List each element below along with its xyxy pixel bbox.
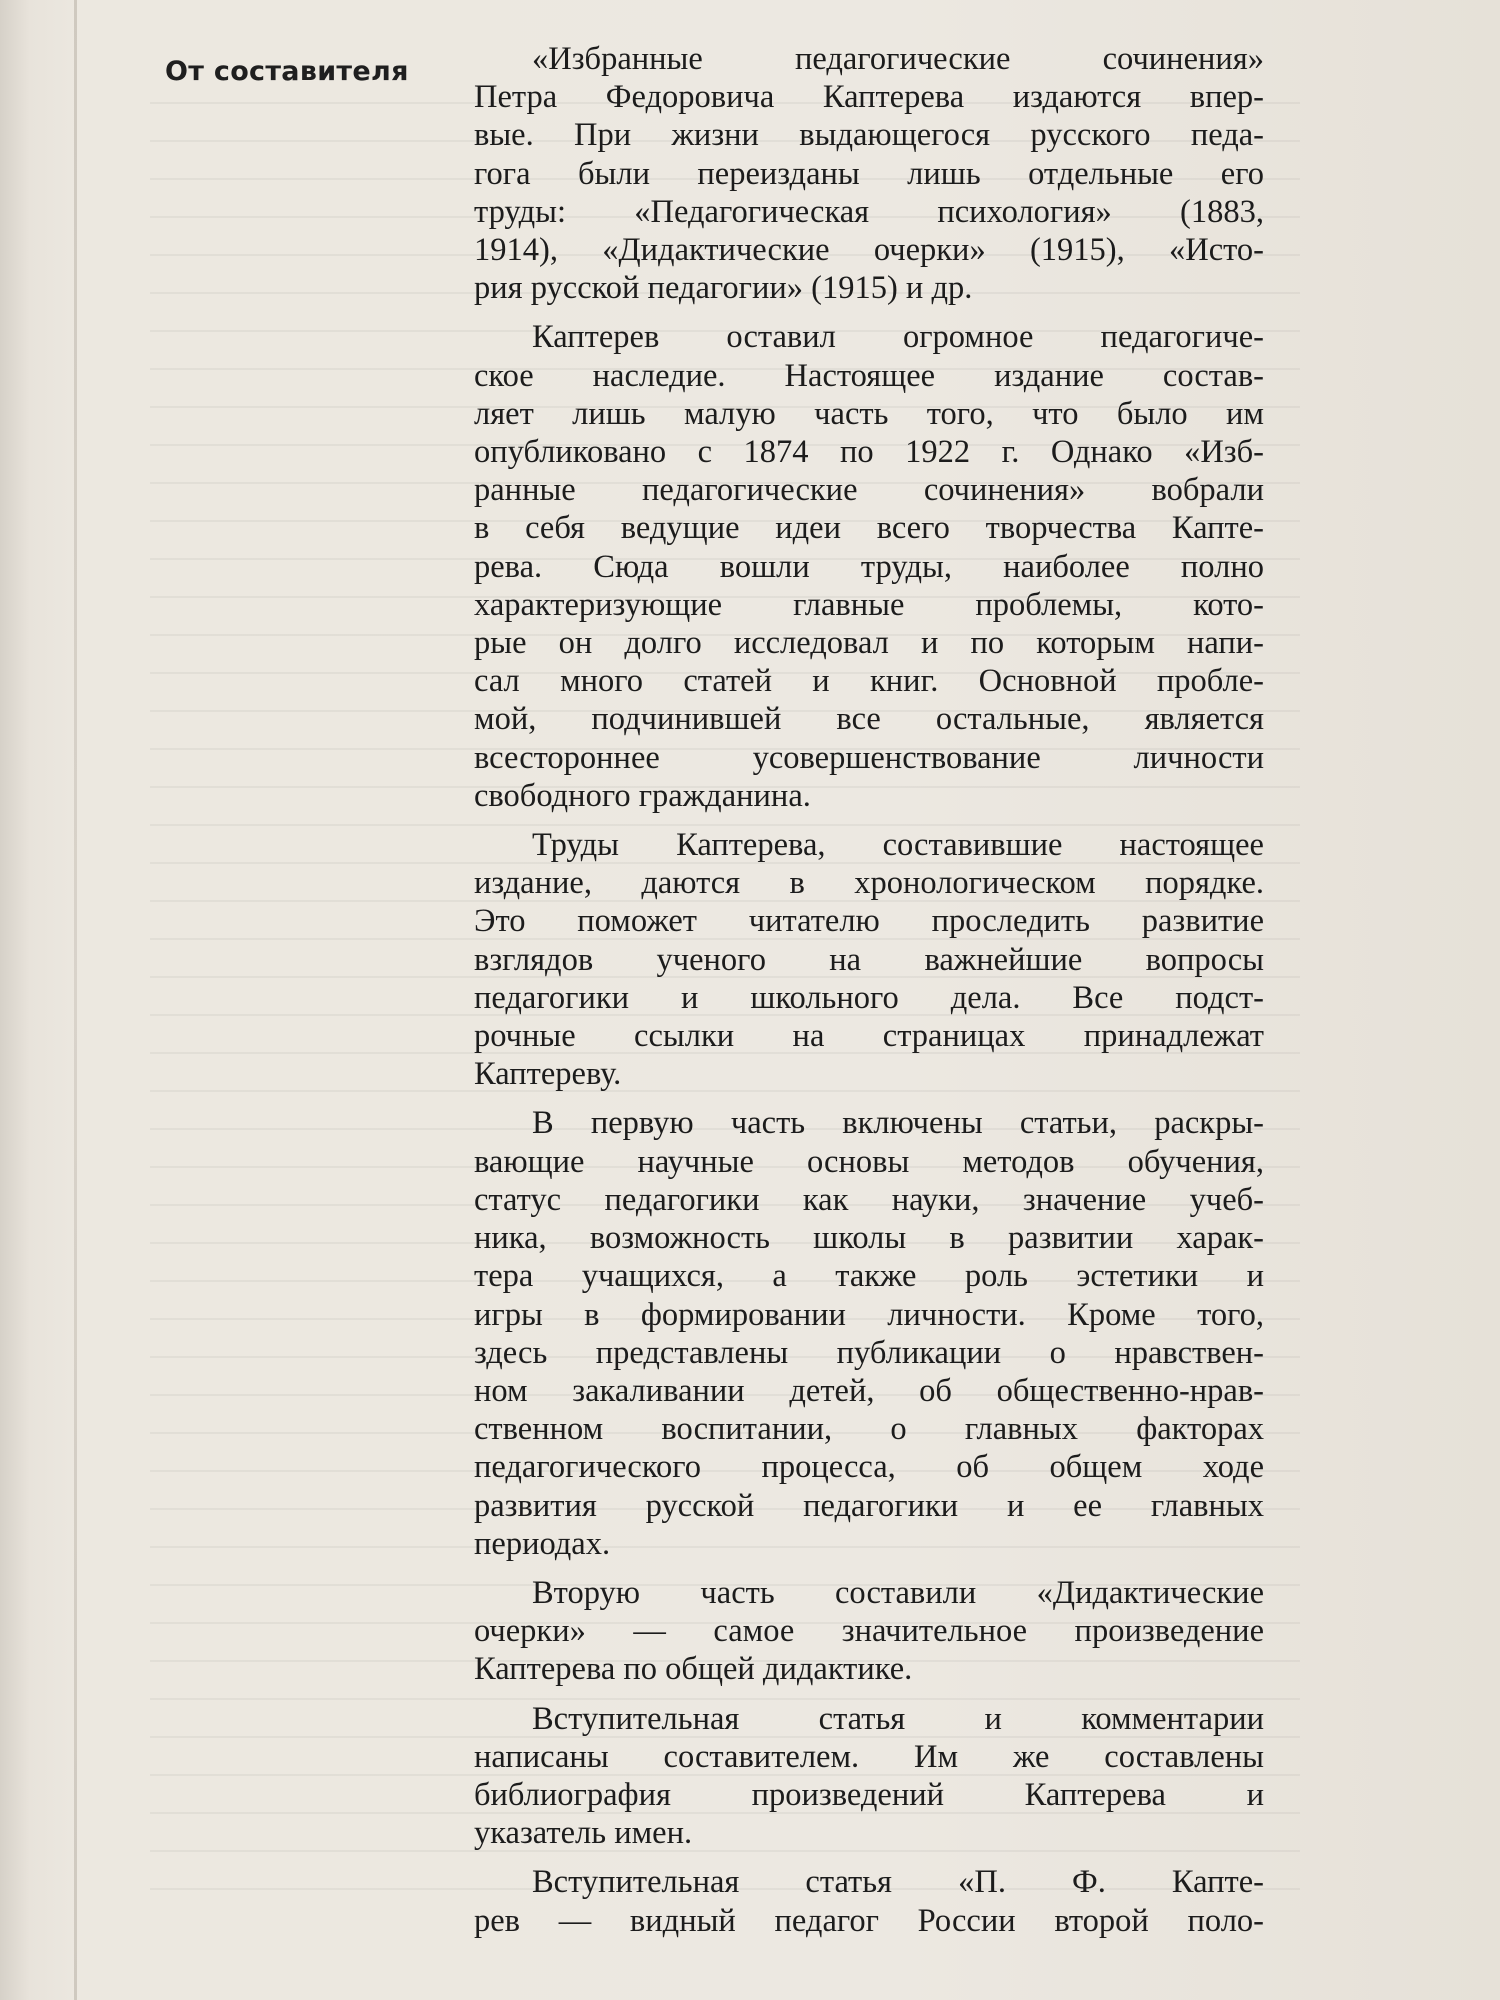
text-line: Вторую часть составили «Дидактические xyxy=(532,1574,1264,1611)
text-line: труды: «Педагогическая психология» (1883, xyxy=(474,193,1264,230)
text-line: рые он долго исследовал и по которым напи- xyxy=(474,625,1264,662)
text-line: опубликовано с 1874 по 1922 г. Однако «Изб- xyxy=(474,434,1264,471)
text-line: написаны составителем. Им же составлены xyxy=(474,1738,1264,1775)
text-line: педагогики и школьного дела. Все подст- xyxy=(474,979,1264,1016)
text-line: здесь представлены публикации о нравствен- xyxy=(474,1334,1264,1371)
text-line: библиография произведений Каптерева и xyxy=(474,1776,1264,1813)
text-line: рева. Сюда вошли труды, наиболее полно xyxy=(474,548,1264,585)
text-line: Петра Федоровича Каптерева издаются впер- xyxy=(474,79,1264,116)
text-line: Это поможет читателю проследить развитие xyxy=(474,903,1264,940)
paragraph xyxy=(474,1700,1264,1853)
text-line: указатель имен. xyxy=(474,1815,693,1852)
text-line: издание, даются в хронологическом порядке. xyxy=(474,865,1264,902)
paragraph xyxy=(474,1574,1264,1689)
text-line: свободного гражданина. xyxy=(474,777,811,814)
paragraph xyxy=(474,40,1264,307)
text-line: Вступительная статья «П. Ф. Капте- xyxy=(532,1864,1264,1901)
section-heading: От составителя xyxy=(165,56,409,87)
text-line: рия русской педагогии» (1915) и др. xyxy=(474,270,973,307)
text-line: ственном воспитании, о главных факторах xyxy=(474,1411,1264,1448)
text-line: периодах. xyxy=(474,1525,611,1562)
text-line: статус педагогики как науки, значение учеб- xyxy=(474,1181,1264,1218)
text-line: вые. При жизни выдающегося русского педа- xyxy=(474,117,1264,154)
text-line: очерки» — самое значительное произведение xyxy=(474,1613,1264,1650)
text-line: 1914), «Дидактические очерки» (1915), «Исто- xyxy=(474,232,1264,269)
text-line: педагогического процесса, об общем ходе xyxy=(474,1449,1264,1486)
text-line: ское наследие. Настоящее издание состав- xyxy=(474,357,1264,394)
text-line: вающие научные основы методов обучения, xyxy=(474,1143,1264,1180)
paragraph xyxy=(474,318,1264,815)
text-line: «Избранные педагогические сочинения» xyxy=(532,41,1264,77)
paragraph xyxy=(474,1863,1264,1939)
text-line: В первую часть включены статьи, раскры- xyxy=(532,1105,1264,1142)
text-line: Вступительная статья и комментарии xyxy=(532,1700,1264,1737)
text-line: взглядов ученого на важнейшие вопросы xyxy=(474,941,1264,978)
paragraph xyxy=(474,826,1264,1093)
text-line: мой, подчинившей все остальные, является xyxy=(474,701,1264,738)
text-line: ника, возможность школы в развитии харак- xyxy=(474,1220,1264,1257)
body-text xyxy=(474,40,1264,1951)
text-line: развития русской педагогики и ее главных xyxy=(474,1487,1264,1524)
page-gutter-edge xyxy=(74,0,77,2000)
text-line: игры в формировании личности. Кроме того, xyxy=(474,1296,1264,1333)
text-line: рочные ссылки на страницах принадлежат xyxy=(474,1018,1264,1055)
text-line: Каптерева по общей дидактике. xyxy=(474,1651,913,1688)
text-line: в себя ведущие идеи всего творчества Капте- xyxy=(474,510,1264,547)
text-line: сал много статей и книг. Основной пробле- xyxy=(474,663,1264,700)
text-line: тера учащихся, а также роль эстетики и xyxy=(474,1258,1264,1295)
text-line: гога были переизданы лишь отдельные его xyxy=(474,155,1264,192)
paragraph xyxy=(474,1104,1264,1562)
text-line: Труды Каптерева, составившие настоящее xyxy=(532,827,1264,864)
text-line: ном закаливании детей, об общественно-нрав- xyxy=(474,1372,1264,1409)
text-line: всестороннее усовершенствование личности xyxy=(474,739,1264,776)
text-line: характеризующие главные проблемы, кото- xyxy=(474,586,1264,623)
text-line: Каптерев оставил огромное педагогиче- xyxy=(532,319,1264,356)
text-line: ляет лишь малую часть того, что было им xyxy=(474,395,1264,432)
text-line: рев — видный педагог России второй поло- xyxy=(474,1902,1264,1939)
text-line: Каптереву. xyxy=(474,1056,622,1093)
text-line: ранные педагогические сочинения» вобрали xyxy=(474,472,1264,509)
